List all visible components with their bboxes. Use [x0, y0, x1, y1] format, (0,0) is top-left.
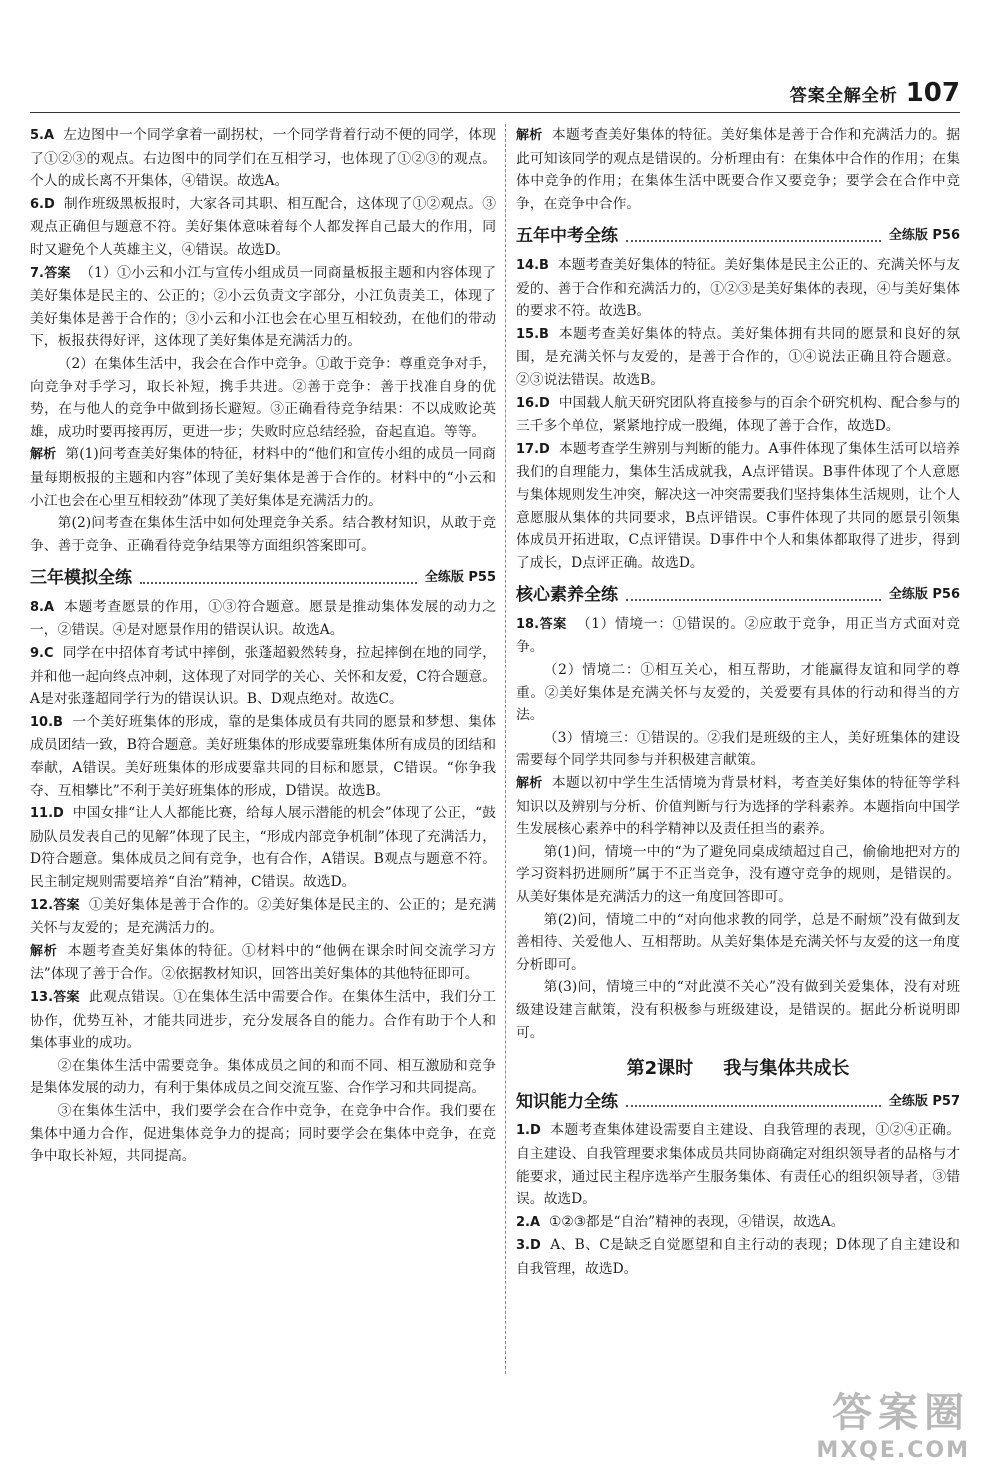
answer-text: 左边图中一个同学拿着一副拐杖，一个同学背着行动不便的同学，体现了①②③的观点。右边图中的同学们在互相学习，也体现了①②③的观点。个人的成长离不开集体，④错误。故选A。 — [30, 127, 497, 190]
answer-text: 此观点错误。①在集体生活中需要合作。在集体生活中，我们分工协作，优势互补，才能共同进步，充分发展各自的能力。合作有助于个人和集体事业的成功。 — [30, 988, 496, 1052]
page-header — [790, 78, 960, 108]
answer-number: 6.D — [30, 196, 55, 212]
answer-entry — [30, 193, 496, 262]
answer-entry-18 — [516, 613, 960, 659]
answer-text: （1）情境一：①错误的。②应敢于竞争，用正当方式面对竞争。 — [516, 615, 960, 656]
answer-text: 一个美好班集体的形成，靠的是集体成员有共同的愿景和梦想、集体成员团结一致，B符合题意。美好班集体的形成要靠班集体所有成员的团结和奉献，A错误。美好班集体的形成要靠共同的目标和愿景，C错误。“你争我夺、互相攀比”不利于美好班集体的形成，D错误。故选B。 — [30, 713, 497, 799]
analysis-paragraph: 第(2)问考查在集体生活中如何处理竞争关系。结合教材知识，从敢于竞争、善于竞争、正确看待竞争结果等方面组织答案即可。 — [30, 515, 496, 554]
answer-number: 11.D — [30, 806, 64, 822]
section-leader — [140, 574, 417, 584]
analysis-block — [30, 443, 496, 512]
answer-number: 7.答案 — [30, 265, 71, 281]
section-title: 五年中考全练 — [516, 226, 618, 247]
answer-number: 1.D — [516, 1123, 541, 1139]
answer-entry — [516, 1234, 960, 1280]
answer-text: 本题考查学生辨别与判断的能力。A事件体现了集体生活可以培养我们的自理能力，集体生活成就我，A点评错误。B事件体现了个人意愿与集体规则发生冲突，解决这一冲突需要我们坚持集体生活规则，让个人意愿服从集体的共同要求，B点评错误。C事件体现了共同的愿景引领集体成员开拓进取，C点评错误。D事件中个人和集体都取得了进步，得到了成长，D点评正确。故选D。 — [516, 440, 960, 571]
answer-entry — [516, 1211, 960, 1235]
answer-text: 同学在中招体育考试中摔倒，张蓬超毅然转身，拉起摔倒在地的同学，并和他一起向终点冲刺，这体现了对同学的关心、关怀和友爱，C符合题意。A是对张蓬超同学行为的错误认识。B、D观点绝对。故选C。 — [30, 645, 496, 708]
answer-paragraph: （2）在集体生活中，我会在合作中竞争。①敢于竞争：尊重竞争对手，向竞争对手学习，取长补短，携手共进。②善于竞争：善于找准自身的优势，在与他人的竞争中做到扬长避短。③正确看待竞争结果：不以成败论英雄，成功时要再接再厉，更进一步；失败时应总结经验，奋起直追。等等。 — [30, 355, 496, 440]
section-leader — [626, 591, 881, 601]
section-title: 知识能力全练 — [516, 1091, 618, 1112]
analysis-label: 解析 — [516, 128, 543, 143]
answer-number: 15.B — [516, 326, 549, 342]
analysis-paragraph: 第(3)问，情境三中的“对此漠不关心”没有做到关爱集体，没有对班级建设建言献策，没有积极参与班级建设，是错误的。据此分析说明即可。 — [516, 979, 960, 1041]
header-title: 答案全解全析 — [789, 85, 898, 106]
answer-text: A、B、C是缺乏自觉愿望和自主行动的表现；D体现了自主建设和自我管理，故选D。 — [516, 1237, 960, 1277]
header-rule — [30, 112, 960, 113]
section-title: 三年模拟全练 — [30, 568, 132, 589]
answer-entry-13 — [30, 986, 496, 1055]
answer-number: 10.B — [30, 714, 63, 730]
analysis-block — [516, 772, 960, 841]
answer-number: 2.A — [516, 1214, 541, 1230]
answer-number: 16.D — [516, 395, 550, 411]
lesson-heading — [516, 1058, 960, 1081]
answer-paragraph: ③在集体生活中，我们要学会在合作中竞争，在竞争中合作。我们要在集体中通力合作，促进集体竞争力的提高；同时要学会在集体中竞争，在竞争中取长补短，共同提高。 — [30, 1102, 496, 1165]
answer-entry — [30, 802, 496, 893]
analysis-block — [30, 940, 496, 986]
answer-number: 17.D — [516, 441, 550, 457]
answer-entry — [516, 254, 960, 323]
analysis-paragraph: 第(2)问，情境二中的“对向他求教的同学，总是不耐烦”没有做到友善相待、关爱他人、互相帮助。从美好集体是充满关怀与友爱的这一角度分析即可。 — [516, 911, 960, 973]
answer-entry — [30, 124, 496, 193]
answer-text: 制作班级黑板报时，大家各司其职、相互配合，这体现了①②观点。③观点正确但与题意不符。美好集体意味着每个人都发挥自己最大的作用，同时又避免个人英雄主义，④错误。故选D。 — [30, 195, 496, 258]
answer-number: 14.B — [516, 257, 549, 273]
answer-entry — [30, 642, 496, 711]
answer-text: （1）①小云和小江与宣传小组成员一同商量板报主题和内容体现了美好集体是民主的、公正的；②小云负责文字部分，小江负责美工，体现了美好集体是善于合作的；③小云和小江也会在心里互相较劲，在他们的带动下，板报获得好评，这体现了美好集体是充满活力的。 — [30, 264, 497, 350]
answer-entry — [516, 323, 960, 392]
analysis-paragraph: 第(1)问，情境一中的“为了避免同桌成绩超过自己，偷偷地把对方的学习资料扔进厕所”属于不正当竞争，没有遵守竞争的规则，是错误的。从美好集体是充满活力的这一角度回答即可。 — [516, 843, 960, 905]
watermark-brand: 答案圈 — [832, 1390, 970, 1436]
answer-number: 3.D — [516, 1238, 541, 1254]
answer-number: 5.A — [30, 128, 55, 143]
answer-number: 12.答案 — [30, 897, 80, 913]
answer-entry — [516, 1119, 960, 1210]
section-leader — [626, 232, 881, 242]
section-ref: 全练版 P55 — [424, 570, 496, 586]
left-column — [30, 124, 496, 1168]
section-leader — [626, 1097, 881, 1107]
answer-number: 13.答案 — [30, 989, 80, 1005]
column-divider — [505, 124, 506, 1374]
analysis-block — [516, 124, 960, 215]
answer-entry — [516, 438, 960, 575]
answer-entry — [30, 596, 496, 642]
answer-paragraph: （3）情境三：①错误的。②我们是班级的主人，美好班集体的建设需要每个同学共同参与并积极建言献策。 — [516, 729, 960, 769]
analysis-text: 本题考查美好集体的特征。美好集体是善于合作和充满活力的。据此可知该同学的观点是错误的。分析理由有：在集体中合作的作用；在集体中竞争的作用；在集体生活中既要合作又要竞争；要学会在合作中竞争，在竞争中合作。 — [516, 127, 960, 212]
page-number: 107 — [905, 78, 960, 108]
analysis-label: 解析 — [30, 447, 57, 463]
analysis-label: 解析 — [30, 943, 58, 959]
answer-text: 本题考查美好集体的特征。美好集体是民主公正的、充满关怀与友爱的、善于合作和充满活力的，①②③是美好集体的表现，④与美好集体的要求不符。故选B。 — [516, 256, 960, 320]
answer-text: 本题考查美好集体的特点。美好集体拥有共同的愿景和良好的氛围，是充满关怀与友爱的，是善于合作的，①④说法正确且符合题意。②③说法错误。故选B。 — [516, 325, 960, 388]
section-heading — [516, 225, 960, 248]
section-ref: 全练版 P57 — [888, 1093, 960, 1109]
analysis-text: 第(1)问考查美好集体的特征，材料中的“他们和宣传小组的成员一同商量每期板报的主题和内容”体现了美好集体是善于合作的。材料中的“小云和小江也会在心里互相较劲”体现了美好集体是充满活力的。 — [30, 446, 496, 509]
answer-number: 8.A — [30, 599, 55, 615]
right-column — [516, 124, 960, 1281]
lesson-title: 我与集体共成长 — [723, 1058, 850, 1080]
section-title: 核心素养全练 — [516, 585, 618, 606]
answer-entry-7 — [30, 262, 496, 353]
answer-paragraph: （2）情境二：①相互关心，相互帮助，才能赢得友谊和同学的尊重。②美好集体是充满关怀与友爱的，关爱要有具体的行动和得当的方法。 — [516, 662, 960, 724]
analysis-text: 本题考查美好集体的特征。①材料中的“他俩在课余时间交流学习方法”体现了善于合作。②依据教材知识，回答出美好集体的其他特征即可。 — [30, 942, 496, 983]
lesson-number: 第2课时 — [626, 1058, 694, 1080]
answer-entry-12 — [30, 894, 496, 940]
answer-text: 中国载人航天研究团队将直接参与的百余个研究机构、配合参与的三千多个单位，紧紧地拧成一股绳，体现了善于合作，故选D。 — [516, 394, 960, 435]
analysis-label: 解析 — [516, 776, 543, 792]
answer-text: 中国女排“让人人都能比赛，给每人展示潜能的机会”体现了公正，“鼓励队员发表自己的见解”体现了民主，“形成内部竞争机制”体现了充满活力，D符合题意。集体成员之间有竞争，也有合作，A错误。B观点与题意不符。民主制定规则需要培养“自治”精神，C错误。故选D。 — [30, 805, 496, 890]
section-ref: 全练版 P56 — [888, 228, 960, 244]
answer-number: 9.C — [30, 646, 54, 662]
section-heading — [516, 584, 960, 607]
section-heading — [516, 1091, 960, 1114]
watermark — [816, 1381, 970, 1463]
answer-paragraph: ②在集体生活中需要竞争。集体成员之间的和而不同、相互激励和竞争是集体发展的动力，有利于集体成员之间交流互鉴、合作学习和共同提高。 — [30, 1057, 496, 1097]
watermark-site: MXQE.COM — [816, 1438, 970, 1463]
section-heading — [30, 567, 496, 590]
answer-text: ①②③都是“自治”精神的表现，④错误，故选A。 — [548, 1213, 845, 1230]
answer-text: ①美好集体是善于合作的。②美好集体是民主的、公正的；是充满关怀与友爱的；是充满活力的。 — [30, 896, 496, 937]
answer-entry — [516, 392, 960, 438]
answer-number: 18.答案 — [516, 616, 567, 632]
answer-text: 本题考查愿景的作用，①③符合题意。愿景是推动集体发展的动力之一，②错误。④是对愿景作用的错误认识。故选A。 — [30, 598, 496, 639]
answer-text: 本题考查集体建设需要自主建设、自我管理的表现，①②④正确。自主建设、自我管理要求集体成员共同协商确定对组织领导者的品格与才能要求，通过民主程序选举产生服务集体、有责任心的组织领导者，③错误。故选D。 — [516, 1122, 960, 1208]
section-ref: 全练版 P56 — [888, 587, 960, 603]
analysis-text: 本题以初中学生生活情境为背景材料，考查美好集体的特征等学科知识以及辨别与分析、价值判断与行为选择的学科素养。本题指向中国学生发展核心素养中的科学精神以及责任担当的素养。 — [516, 775, 960, 838]
answer-entry — [30, 711, 496, 802]
